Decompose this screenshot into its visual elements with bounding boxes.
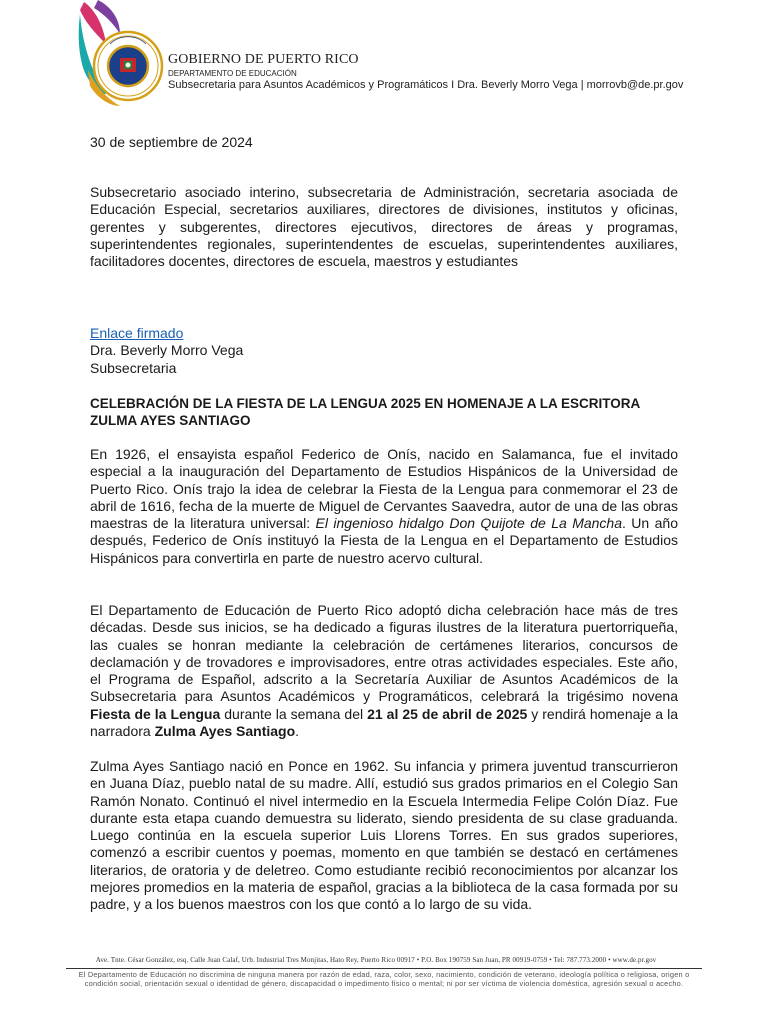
recipients: Subsecretario asociado interino, subsecretaria de Administración, secretaria asociada de Educación Especial, secretarios auxiliares, directores de divisiones, institutos y oficinas, gerentes y subgerentes, directores ejecutivos, directores de áreas y programas, superintendentes regionales, superintendentes de escuelas, superintendentes auxiliares, facilitadores docentes, directores de escuela, maestros y estudiantes: [90, 184, 678, 270]
puerto-rico-seal-icon: [76, 0, 168, 112]
letterhead: [76, 0, 716, 112]
signer-title: Subsecretaria: [90, 359, 177, 376]
signature-block: [90, 325, 678, 377]
office-contact-line: Subsecretaria para Asuntos Académicos y Programáticos I Dra. Beverly Morro Vega | morrovb@de.pr.gov: [168, 79, 684, 91]
paragraph-celebration: [90, 602, 678, 740]
event-name: Fiesta de la Lengua: [90, 705, 221, 722]
department-name: DEPARTAMENTO DE EDUCACIÓN: [168, 69, 297, 78]
paragraph-text: .: [295, 723, 300, 740]
signer-name: Dra. Beverly Morro Vega: [90, 342, 244, 359]
letterhead-text: [168, 51, 683, 92]
paragraph-text: El Departamento de Educación de Puerto Rico adoptó dicha celebración hace más de tres décadas. Desde sus inicios, se ha dedicado a figuras ilustres de la literatura puertorriqueña, las cuales se honran mediante la celebración de certámenes literarios, concursos de declamación y de trovadores e improvisadores, entre otras actividades especiales. Este año, el Programa de Español, adscrito a la Secretaría Auxiliar de Asuntos Académicos de la Subsecretaria para Asuntos Académicos y Programáticos, celebrará la trigésimo novena: [90, 602, 678, 705]
government-logo: [76, 0, 168, 112]
book-title: El ingenioso hidalgo Don Quijote de La Mancha: [315, 515, 622, 532]
footer-address: Ave. Tnte. César González, esq. Calle Juan Calaf, Urb. Industrial Tres Monjitas, Hato Rey, Puerto Rico 00917 • P.O. Box 190759 San Juan, PR 00919-0759 • Tel: 787.773.2000 • www.de.pr.gov: [95, 956, 657, 964]
letter-subject: CELEBRACIÓN DE LA FIESTA DE LA LENGUA 2025 EN HOMENAJE A LA ESCRITORA ZULMA AYES SANTIAGO: [90, 396, 640, 429]
letter-date: 30 de septiembre de 2024: [90, 134, 253, 150]
paragraph-text: En 1926, el ensayista español Federico de Onís, nacido en Salamanca, fue el invitado especial a la inauguración del Departamento de Estudios Hispánicos de la Universidad de Puerto Rico. Onís trajo la idea de celebrar la Fiesta de la Lengua para conmemorar el 23 de abril de 1616, fecha de la muerte de Miguel de Cervantes Saavedra, autor de una de las obras maestras de la literatura universal:: [90, 446, 678, 532]
paragraph-text: durante la semana del: [220, 705, 368, 722]
signed-link[interactable]: Enlace firmado: [90, 325, 184, 341]
paragraph-text: . Un año después, Federico de Onís instituyó la Fiesta de la Lengua en el Departamento de Estudios Hispánicos para convertirla en parte de nuestro acervo cultural.: [90, 515, 678, 566]
paragraph-history: [90, 446, 678, 567]
paragraph-biography: Zulma Ayes Santiago nació en Ponce en 1962. Su infancia y primera juventud transcurrieron en Juana Díaz, pueblo natal de su madre. Allí, estudió sus grados primarios en el Colegio San Ramón Nonato. Continuó el nivel intermedio en la Escuela Intermedia Felipe Colón Díaz. Fue durante esta etapa cuando demuestra su liderato, siendo presidenta de su clase graduanda. Luego continúa en la escuela superior Luis Llorens Torres. En sus grados superiores, comenzó a escribir cuentos y poemas, momento en que también se destacó en certámenes literarios, de oratoria y de deletreo. Como estudiante recibió reconocimientos por alcanzar los mejores promedios en la materia de español, gracias a la biblioteca de la casa formada por su padre, y a los buenos maestros con los que contó a lo largo de su vida.: [90, 758, 678, 913]
paragraph-text: y rendirá homenaje a la narradora: [90, 705, 678, 740]
government-name: GOBIERNO DE PUERTO RICO: [168, 52, 359, 67]
footer-legal-notice: El Departamento de Educación no discrimina de ninguna manera por razón de edad, raza, color, sexo, nacimiento, condición de veterano, ideología política o religiosa, origen o condición social, orientación sexual o identidad de género, discapacidad o impedimento físico o mental; ni por ser víctima de violencia doméstica, agresión sexual o acecho.: [78, 970, 690, 988]
footer-divider: [66, 968, 702, 969]
event-dates: 21 al 25 de abril de 2025: [367, 705, 528, 722]
honoree-name: Zulma Ayes Santiago: [154, 723, 296, 740]
